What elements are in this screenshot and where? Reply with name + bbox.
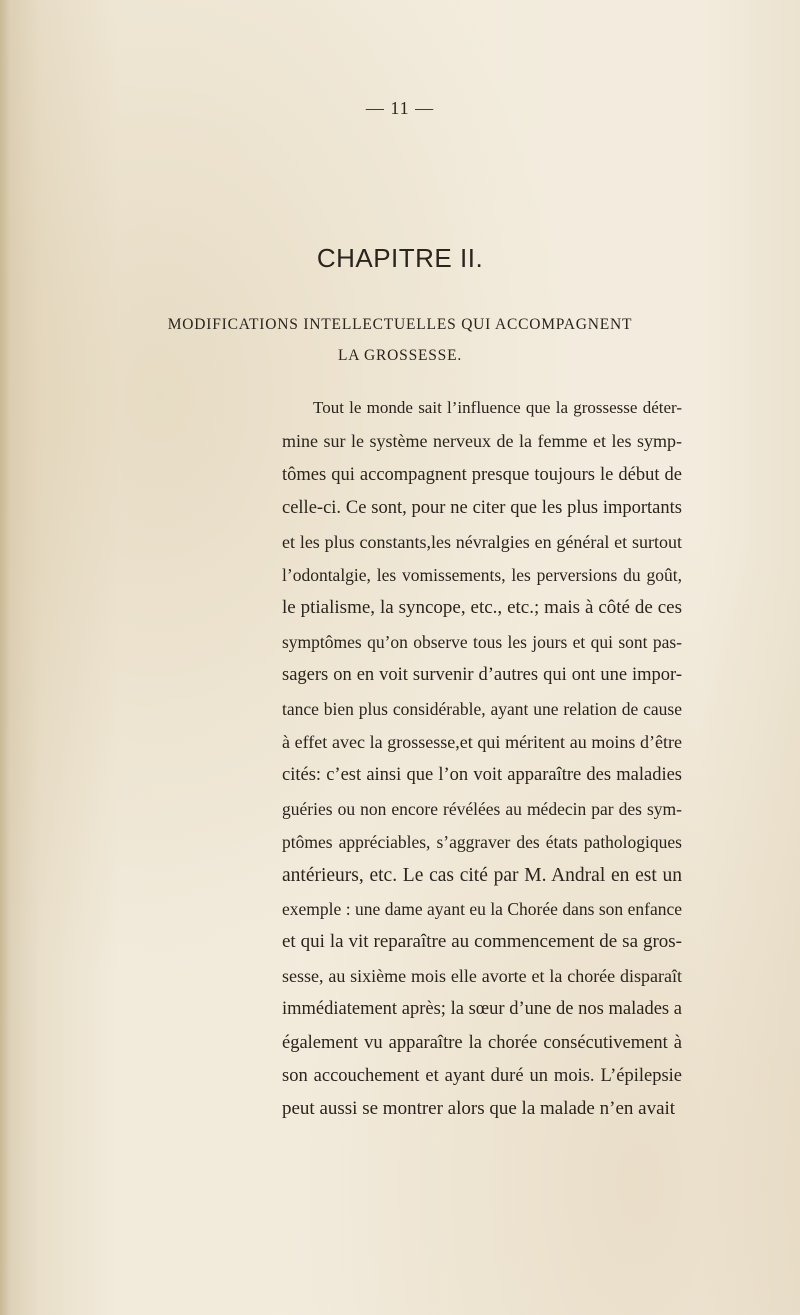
chapter-subtitle-line-2: LA GROSSESSE. — [337, 347, 463, 364]
text-line: cités: c’est ainsi que l’on voit apparaître des maladies — [282, 765, 682, 786]
text-line: peut aussi se montrer alors que la malade n’en avait — [282, 1098, 676, 1120]
text-line: et les plus constants,les névralgies en général et surtout — [282, 531, 682, 552]
text-line: sesse, au sixième mois elle avorte et la chorée disparaît — [282, 965, 682, 986]
text-line: immédiatement après; la sœur d’une de nos malades a — [282, 999, 682, 1020]
text-line: tance bien plus considérable, ayant une relation de cause — [282, 698, 682, 719]
page-number: — 11 — — [365, 98, 435, 118]
text-line: antérieurs, etc. Le cas cité par M. Andral en est un — [282, 864, 682, 886]
text-line: à effet avec la grossesse,et qui méritent au moins d’être — [282, 732, 682, 752]
text-line: Tout le monde sait l’influence que la grossesse déter- — [313, 398, 682, 417]
text-line: mine sur le système nerveux de la femme et les symp- — [282, 431, 682, 452]
text-line: ptômes appréciables, s’aggraver des états pathologiques — [282, 832, 682, 853]
text-line: son accouchement et ayant duré un mois. L’épilepsie — [282, 1066, 682, 1086]
text-line: symptômes qu’on observe tous les jours et qui sont pas- — [282, 631, 682, 652]
text-line: tômes qui accompagnent presque toujours le début de — [282, 464, 682, 485]
chapter-title: CHAPITRE II. — [316, 243, 484, 273]
text-line: sagers on en voit survenir d’autres qui ont une impor- — [282, 665, 682, 686]
chapter-subtitle-line-1: MODIFICATIONS INTELLECTUELLES QUI ACCOMPAGNENT — [167, 316, 633, 333]
text-line: guéries ou non encore révélées au médecin par des sym- — [282, 798, 682, 819]
text-line: le ptialisme, la syncope, etc., etc.; mais à côté de ces — [282, 597, 682, 619]
text-line: celle-ci. Ce sont, pour ne citer que les plus importants — [282, 498, 682, 519]
text-line: exemple : une dame ayant eu la Chorée dans son enfance — [282, 899, 682, 919]
text-line: l’odontalgie, les vomissements, les perversions du goût, — [282, 565, 682, 585]
page-edge-shadow — [0, 0, 10, 1315]
text-line: également vu apparaître la chorée consécutivement à — [282, 1032, 682, 1053]
text-line: et qui la vit reparaître au commencement de sa gros- — [282, 931, 682, 953]
